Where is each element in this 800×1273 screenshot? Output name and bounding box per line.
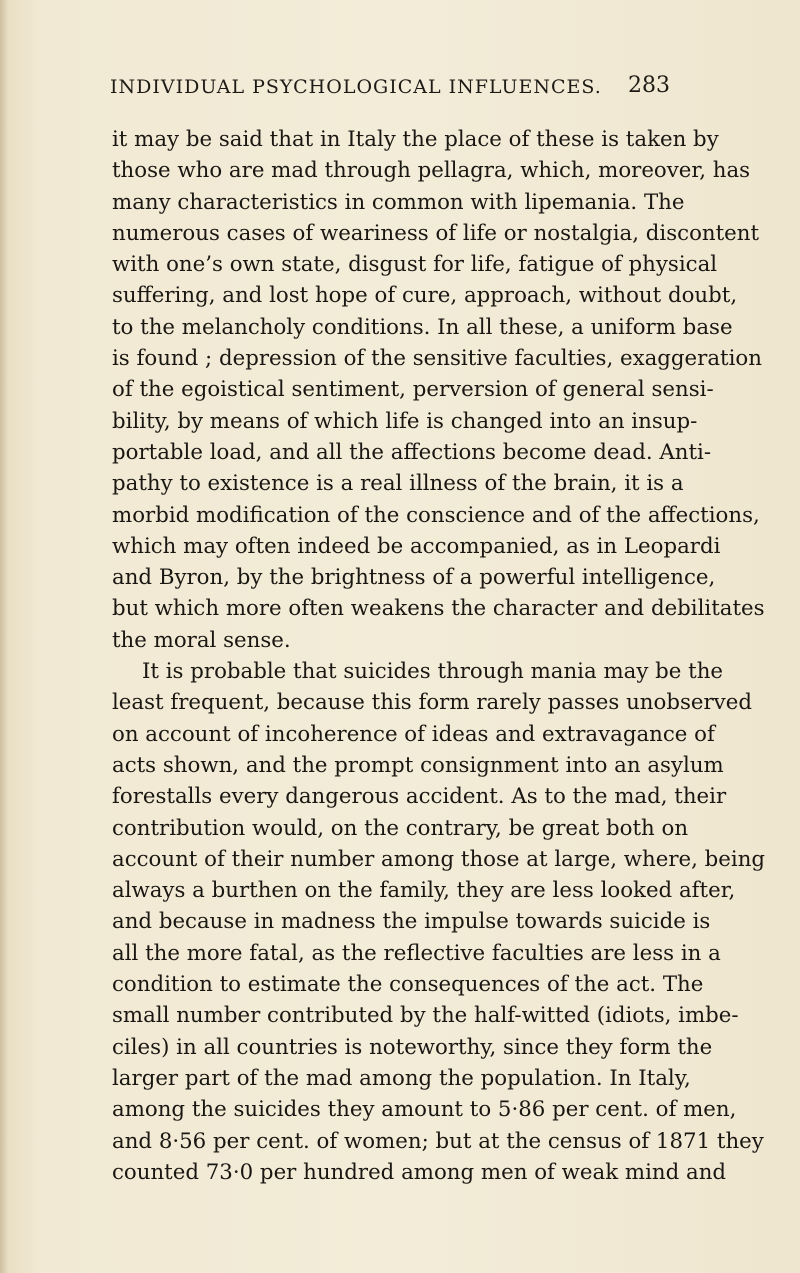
text-line: suffering, and lost hope of cure, approach, without doubt,	[112, 283, 738, 309]
text-line: of the egoistical sentiment, perversion of general sensi-	[112, 377, 714, 403]
text-line: always a burthen on the family, they are less looked after,	[112, 878, 736, 904]
text-line: counted 73·0 per hundred among men of weak mind and	[112, 1159, 727, 1185]
text-line: many characteristics in common with lipemania. The	[112, 189, 685, 215]
text-line: condition to estimate the consequences of the act. The	[112, 972, 704, 998]
running-header: INDIVIDUAL PSYCHOLOGICAL INFLUENCES.	[110, 76, 602, 98]
text-line: account of their number among those at large, where, being	[112, 846, 766, 872]
text-line: it may be said that in Italy the place of these is taken by	[112, 127, 719, 152]
text-line: is found ; depression of the sensitive faculties, exaggeration	[112, 346, 762, 372]
text-line: on account of incoherence of ideas and extravagance of	[112, 721, 715, 747]
page-edge-shadow	[0, 0, 8, 1273]
paragraph-start-line: It is probable that suicides through mania may be the	[142, 659, 724, 685]
text-line: acts shown, and the prompt consignment into an asylum	[112, 752, 724, 778]
text-line: to the melancholy conditions. In all these, a uniform base	[112, 314, 733, 340]
text-line: ciles) in all countries is noteworthy, since they form the	[112, 1034, 713, 1060]
text-line: all the more fatal, as the reflective faculties are less in a	[112, 940, 721, 966]
paragraph-end-line: the moral sense.	[112, 627, 291, 653]
text-line: bility, by means of which life is changed into an insup-	[112, 408, 698, 434]
text-line: least frequent, because this form rarely passes unobserved	[112, 690, 752, 716]
page-number: 283	[628, 73, 670, 98]
text-line: larger part of the mad among the population. In Italy,	[112, 1065, 691, 1091]
text-line: and Byron, by the brightness of a powerful intelligence,	[112, 565, 716, 591]
text-line: with one’s own state, disgust for life, fatigue of physical	[112, 252, 718, 278]
text-line: and because in madness the impulse towards suicide is	[112, 909, 711, 935]
text-line: numerous cases of weariness of life or nostalgia, discontent	[112, 220, 760, 246]
text-line: contribution would, on the contrary, be great both on	[112, 815, 689, 841]
text-line: morbid modification of the conscience and of the affections,	[112, 502, 760, 528]
text-line: but which more often weakens the character and debilitates	[112, 596, 765, 622]
text-line: among the suicides they amount to 5·86 per cent. of men,	[112, 1097, 737, 1123]
text-line: small number contributed by the half-witted (idiots, imbe-	[112, 1003, 739, 1029]
text-line: those who are mad through pellagra, which, moreover, has	[112, 158, 751, 184]
text-line: which may often indeed be accompanied, as in Leopardi	[112, 533, 721, 559]
text-line: portable load, and all the affections become dead. Anti-	[112, 439, 712, 465]
text-line: pathy to existence is a real illness of the brain, it is a	[112, 471, 684, 497]
body-text	[112, 124, 766, 1188]
text-line: and 8·56 per cent. of women; but at the census of 1871 they	[112, 1128, 764, 1154]
text-line: forestalls every dangerous accident. As to the mad, their	[112, 784, 727, 810]
